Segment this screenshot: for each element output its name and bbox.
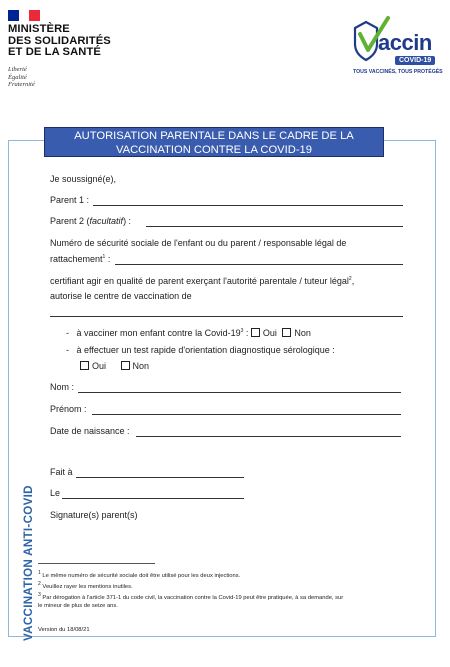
signature-label: Signature(s) parent(s) bbox=[50, 510, 138, 520]
bullet1-oui-label: Oui bbox=[262, 328, 277, 338]
bullet1-non-checkbox[interactable] bbox=[282, 328, 291, 337]
bullet2-oui-checkbox[interactable] bbox=[80, 361, 89, 370]
secu-label-line1: Numéro de sécurité sociale de l'enfant ou du parent / responsable légal de bbox=[50, 238, 347, 248]
bullet2: - à effectuer un test rapide d'orientation diagnostique sérologique : bbox=[66, 345, 335, 355]
centre-field[interactable] bbox=[50, 316, 403, 317]
form-title-line-2: VACCINATION CONTRE LA COVID-19 bbox=[115, 144, 313, 156]
logo-tagline: TOUS VACCINÉS, TOUS PROTÉGÉS bbox=[353, 69, 443, 75]
footnote-2: $^2$ Veuillez rayer les mentions inutiles. bbox=[38, 580, 133, 590]
footnote-3-cont: le mineur de plus de seize ans. bbox=[38, 602, 118, 609]
fait-a-field[interactable] bbox=[76, 477, 244, 478]
parent2-label: Parent 2 (facultatif) : bbox=[50, 216, 132, 226]
logo-word: accin bbox=[378, 30, 432, 55]
le-field[interactable] bbox=[62, 498, 244, 499]
french-flag-icon bbox=[8, 10, 40, 21]
nom-field[interactable] bbox=[78, 392, 401, 393]
footnote-separator bbox=[38, 563, 155, 564]
parent2-field[interactable] bbox=[146, 226, 403, 227]
date-naissance-label: Date de naissance : bbox=[50, 426, 130, 436]
ministry-line-3: ET DE LA SANTÉ bbox=[8, 46, 101, 58]
bullet1-oui-checkbox[interactable] bbox=[251, 328, 260, 337]
ministry-name bbox=[8, 24, 111, 59]
date-naissance-field[interactable] bbox=[136, 436, 401, 437]
bullet1-non-label: Non bbox=[294, 328, 311, 338]
secu-label-line2: rattachement$^1$ : bbox=[50, 254, 111, 264]
prenom-field[interactable] bbox=[92, 414, 401, 415]
motto-egalite: Égalité bbox=[8, 73, 27, 81]
prenom-label: Prénom : bbox=[50, 404, 87, 414]
footnote-1: $^1$ Le même numéro de sécurité sociale doit être utilisé pour les deux injections. bbox=[38, 570, 241, 579]
form-title bbox=[44, 127, 384, 157]
certify-line2: autorise le centre de vaccination de bbox=[50, 291, 192, 301]
form-title-line-1: AUTORISATION PARENTALE DANS LE CADRE DE LA bbox=[74, 130, 354, 142]
intro-text: Je soussigné(e), bbox=[50, 174, 117, 184]
motto-fraternite: Fraternité bbox=[8, 81, 35, 88]
bullet2-options bbox=[80, 361, 149, 371]
bullet2-oui-label: Oui bbox=[92, 361, 107, 371]
footnote-3: $^3$ Par dérogation à l'article 371-1 du code civil, la vaccination contre la Covid-19 peut être pratiquée, à sa demande, sur bbox=[38, 591, 344, 601]
bullet2-non-checkbox[interactable] bbox=[121, 361, 130, 370]
le-label: Le bbox=[50, 488, 61, 498]
parent1-field[interactable] bbox=[93, 205, 403, 206]
version-text: Version du 18/08/21 bbox=[38, 627, 90, 633]
nom-label: Nom : bbox=[50, 382, 75, 392]
republic-motto bbox=[8, 66, 35, 89]
bullet2-non-label: Non bbox=[132, 361, 150, 371]
motto-liberte: Liberté bbox=[8, 66, 27, 73]
ministry-line-2: DES SOLIDARITÉS bbox=[8, 34, 111, 47]
logo-covid-badge: COVID-19 bbox=[395, 56, 435, 65]
certify-line1: certifiant agir en qualité de parent exerçant l'autorité parentale / tuteur légal$^2$, bbox=[50, 276, 355, 286]
footnotes bbox=[38, 569, 418, 610]
secu-field[interactable] bbox=[115, 264, 403, 265]
fait-a-label: Fait à bbox=[50, 467, 73, 477]
bullet1: - à vacciner mon enfant contre la Covid-$19^3$ : Oui Non bbox=[66, 328, 311, 338]
side-label: VACCINATION ANTI-COVID bbox=[22, 485, 35, 641]
ministry-line-1: MINISTÈRE bbox=[8, 23, 70, 35]
parent1-label: Parent 1 : bbox=[50, 195, 90, 205]
